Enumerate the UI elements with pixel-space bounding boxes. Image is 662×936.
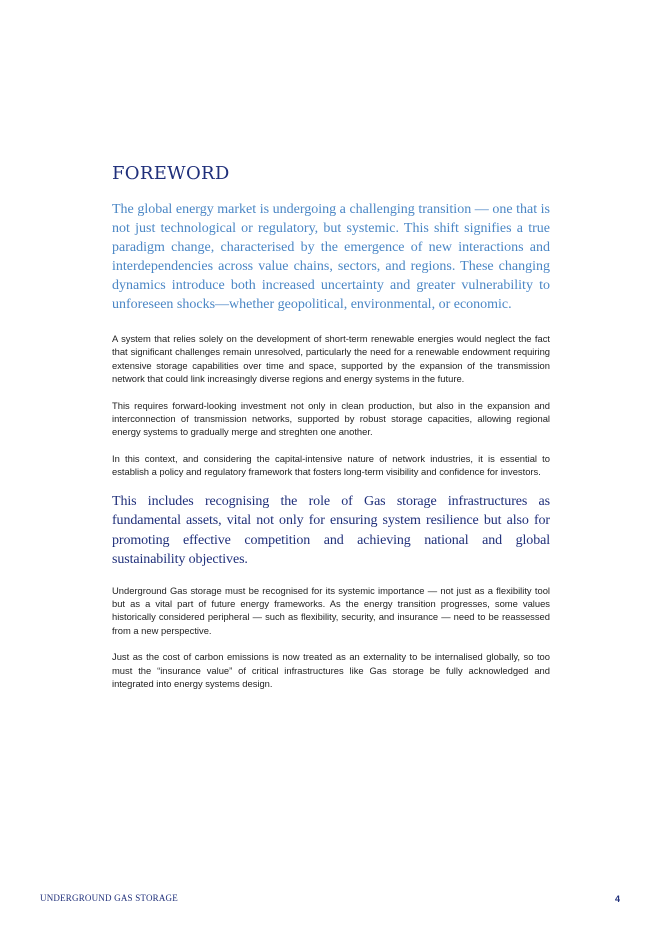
body-paragraph: Underground Gas storage must be recognised for its systemic importance — not just as a flexibility tool but as a vital part of future energy frameworks. As the energy transition progresses, some values historically considered peripheral — such as flexibility, security, and insurance — need to be reassessed from a new perspective. [112,584,550,636]
body-paragraph: In this context, and considering the capital-intensive nature of network industries, it is essential to establish a policy and regulatory framework that fosters long-term visibility and confidence for investors. [112,452,550,478]
lead-paragraph: The global energy market is undergoing a challenging transition — one that is not just technological or regulatory, but systemic. This shift signifies a true paradigm change, characterised by the emergence of new interactions and interdependencies across value chains, sectors, and regions. These changing dynamics introduce both increased uncertainty and greater vulnerability to unforeseen shocks—whether geopolitical, environmental, or economic. [112,202,550,312]
page-title: FOREWORD [112,163,230,184]
body-paragraph: This requires forward-looking investment not only in clean production, but also in the expansion and interconnection of transmission networks, supported by robust storage capacities, allowing regional energy systems to gradually merge and streghten one another. [112,399,550,438]
highlight-quote: This includes recognising the role of Gas storage infrastructures as fundamental assets, vital not only for ensuring system resilience but also for promoting effective competition and achieving national and global sustainability objectives. [112,493,550,568]
body-paragraph: Just as the cost of carbon emissions is now treated as an externality to be internalised globally, so too must the “insurance value” of critical infrastructures like Gas storage be fully acknowledged and integrated into energy systems design. [112,651,550,690]
page-number: 4 [614,894,620,904]
body-paragraph: A system that relies solely on the development of short-term renewable energies would neglect the fact that significant challenges remain unresolved, particularly the need for a renewable endowment requiring extensive storage capabilities over time and space, supported by the expansion of the transmission network that could link increasingly diverse regions and energy systems in the future. [112,333,550,385]
footer-title: UNDERGROUND GAS STORAGE [40,893,178,903]
foreword-section [112,163,550,704]
